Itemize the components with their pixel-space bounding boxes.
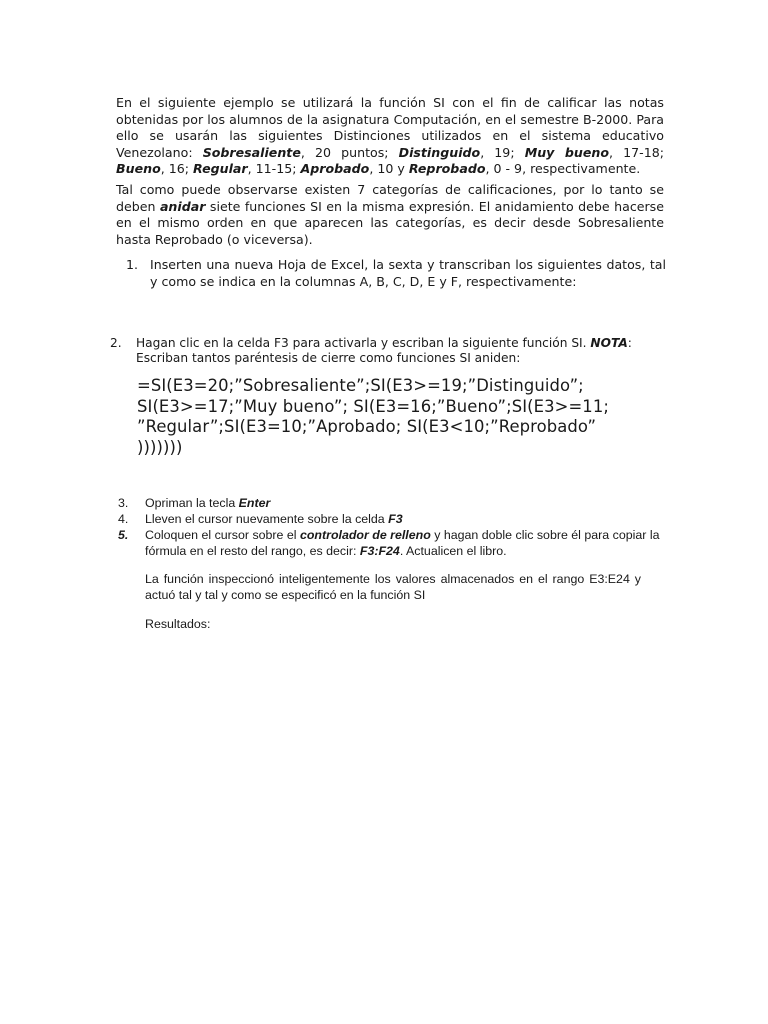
text-run: : Escriban tantos paréntesis de cierre como funciones SI aniden: <box>136 336 632 365</box>
text-run: , 19; <box>480 144 525 160</box>
formula-line: =SI(E3=20;”Sobresaliente”;SI(E3>=19;”Distinguido”; <box>137 376 584 395</box>
text-run: , 17-18; <box>609 144 664 160</box>
note-label: NOTA <box>590 336 628 350</box>
text-run: , 0 - 9, respectivamente. <box>485 161 641 176</box>
list-number: 4. <box>118 512 129 526</box>
text-run: En el siguiente ejemplo se utilizará la función SI con el fin de calificar las notas obtenidas por los alumnos de la asignatura Computación, en el semestre B-2000. Para ello se usarán las siguientes Distinciones utilizados en el sistema educativo Venezolano: <box>116 95 664 160</box>
text-run: siete funciones SI en la misma expresión. El anidamiento debe hacerse en el mismo orden en que aparecen las categorías, es decir desde Sobresaliente hasta Reprobado (o viceversa). <box>116 198 664 247</box>
key-name: Enter <box>238 496 271 510</box>
inspection-paragraph: La función inspeccionó inteligentemente los valores almacenados en el rango E3:E24 y actuó tal y tal y como se especificó en la función SI <box>145 572 641 602</box>
term-regular: Regular <box>193 161 248 176</box>
formula-line: ))))))) <box>137 437 183 457</box>
term-bueno: Bueno <box>116 161 161 176</box>
text-run: . Actualicen el libro. <box>399 544 507 558</box>
list-text <box>145 527 673 559</box>
list-number: 1. <box>126 257 139 272</box>
results-label: Resultados: <box>145 617 211 631</box>
term-aprobado: Aprobado <box>300 161 370 176</box>
list-number: 2. <box>110 336 122 350</box>
term-distinguido: Distinguido <box>398 144 481 160</box>
list-number: 5. <box>118 528 129 542</box>
term-muy-bueno: Muy bueno <box>524 144 610 160</box>
term-reprobado: Reprobado <box>408 161 486 176</box>
formula-block <box>137 376 697 458</box>
formula-line: SI(E3>=17;”Muy bueno”; SI(E3=16;”Bueno”;SI(E3>=11; <box>137 396 609 416</box>
text-run: , 16; <box>160 161 194 176</box>
cell-ref: F3 <box>388 512 403 526</box>
text-run: , 20 puntos; <box>300 144 399 160</box>
text-run: , 11-15; <box>247 161 301 176</box>
nesting-paragraph <box>116 182 664 248</box>
term-sobresaliente: Sobresaliente <box>202 144 301 160</box>
text-run: Lleven el cursor nuevamente sobre la celda <box>145 512 389 526</box>
text-run: , 10 y <box>369 161 409 176</box>
list-text: Inserten una nueva Hoja de Excel, la sexta y transcriban los siguientes datos, tal y como se indica en la columnas A, B, C, D, E y F, respectivamente: <box>150 257 666 289</box>
text-run: Hagan clic en la celda F3 para activarla y escriban la siguiente función SI. <box>136 336 591 350</box>
term-anidar: anidar <box>159 198 206 214</box>
list-text <box>145 511 673 527</box>
intro-paragraph <box>116 95 664 178</box>
text-run: Opriman la tecla <box>145 496 239 510</box>
text-run: Tal como puede observarse existen 7 categorías de calificaciones, por lo tanto se deben <box>116 182 664 214</box>
fill-handle-term: controlador de relleno <box>299 528 431 542</box>
list-text <box>145 495 673 511</box>
range-ref: F3:F24 <box>359 544 400 558</box>
text-run: Coloquen el cursor sobre el <box>145 528 300 542</box>
list-text <box>136 336 666 366</box>
text-run: y hagan doble clic sobre él para copiar la fórmula en el resto del rango, es decir: <box>145 528 660 558</box>
formula-line: ”Regular”;SI(E3=10;”Aprobado; SI(E3<10;”Reprobado” <box>137 417 597 437</box>
list-number: 3. <box>118 496 129 510</box>
